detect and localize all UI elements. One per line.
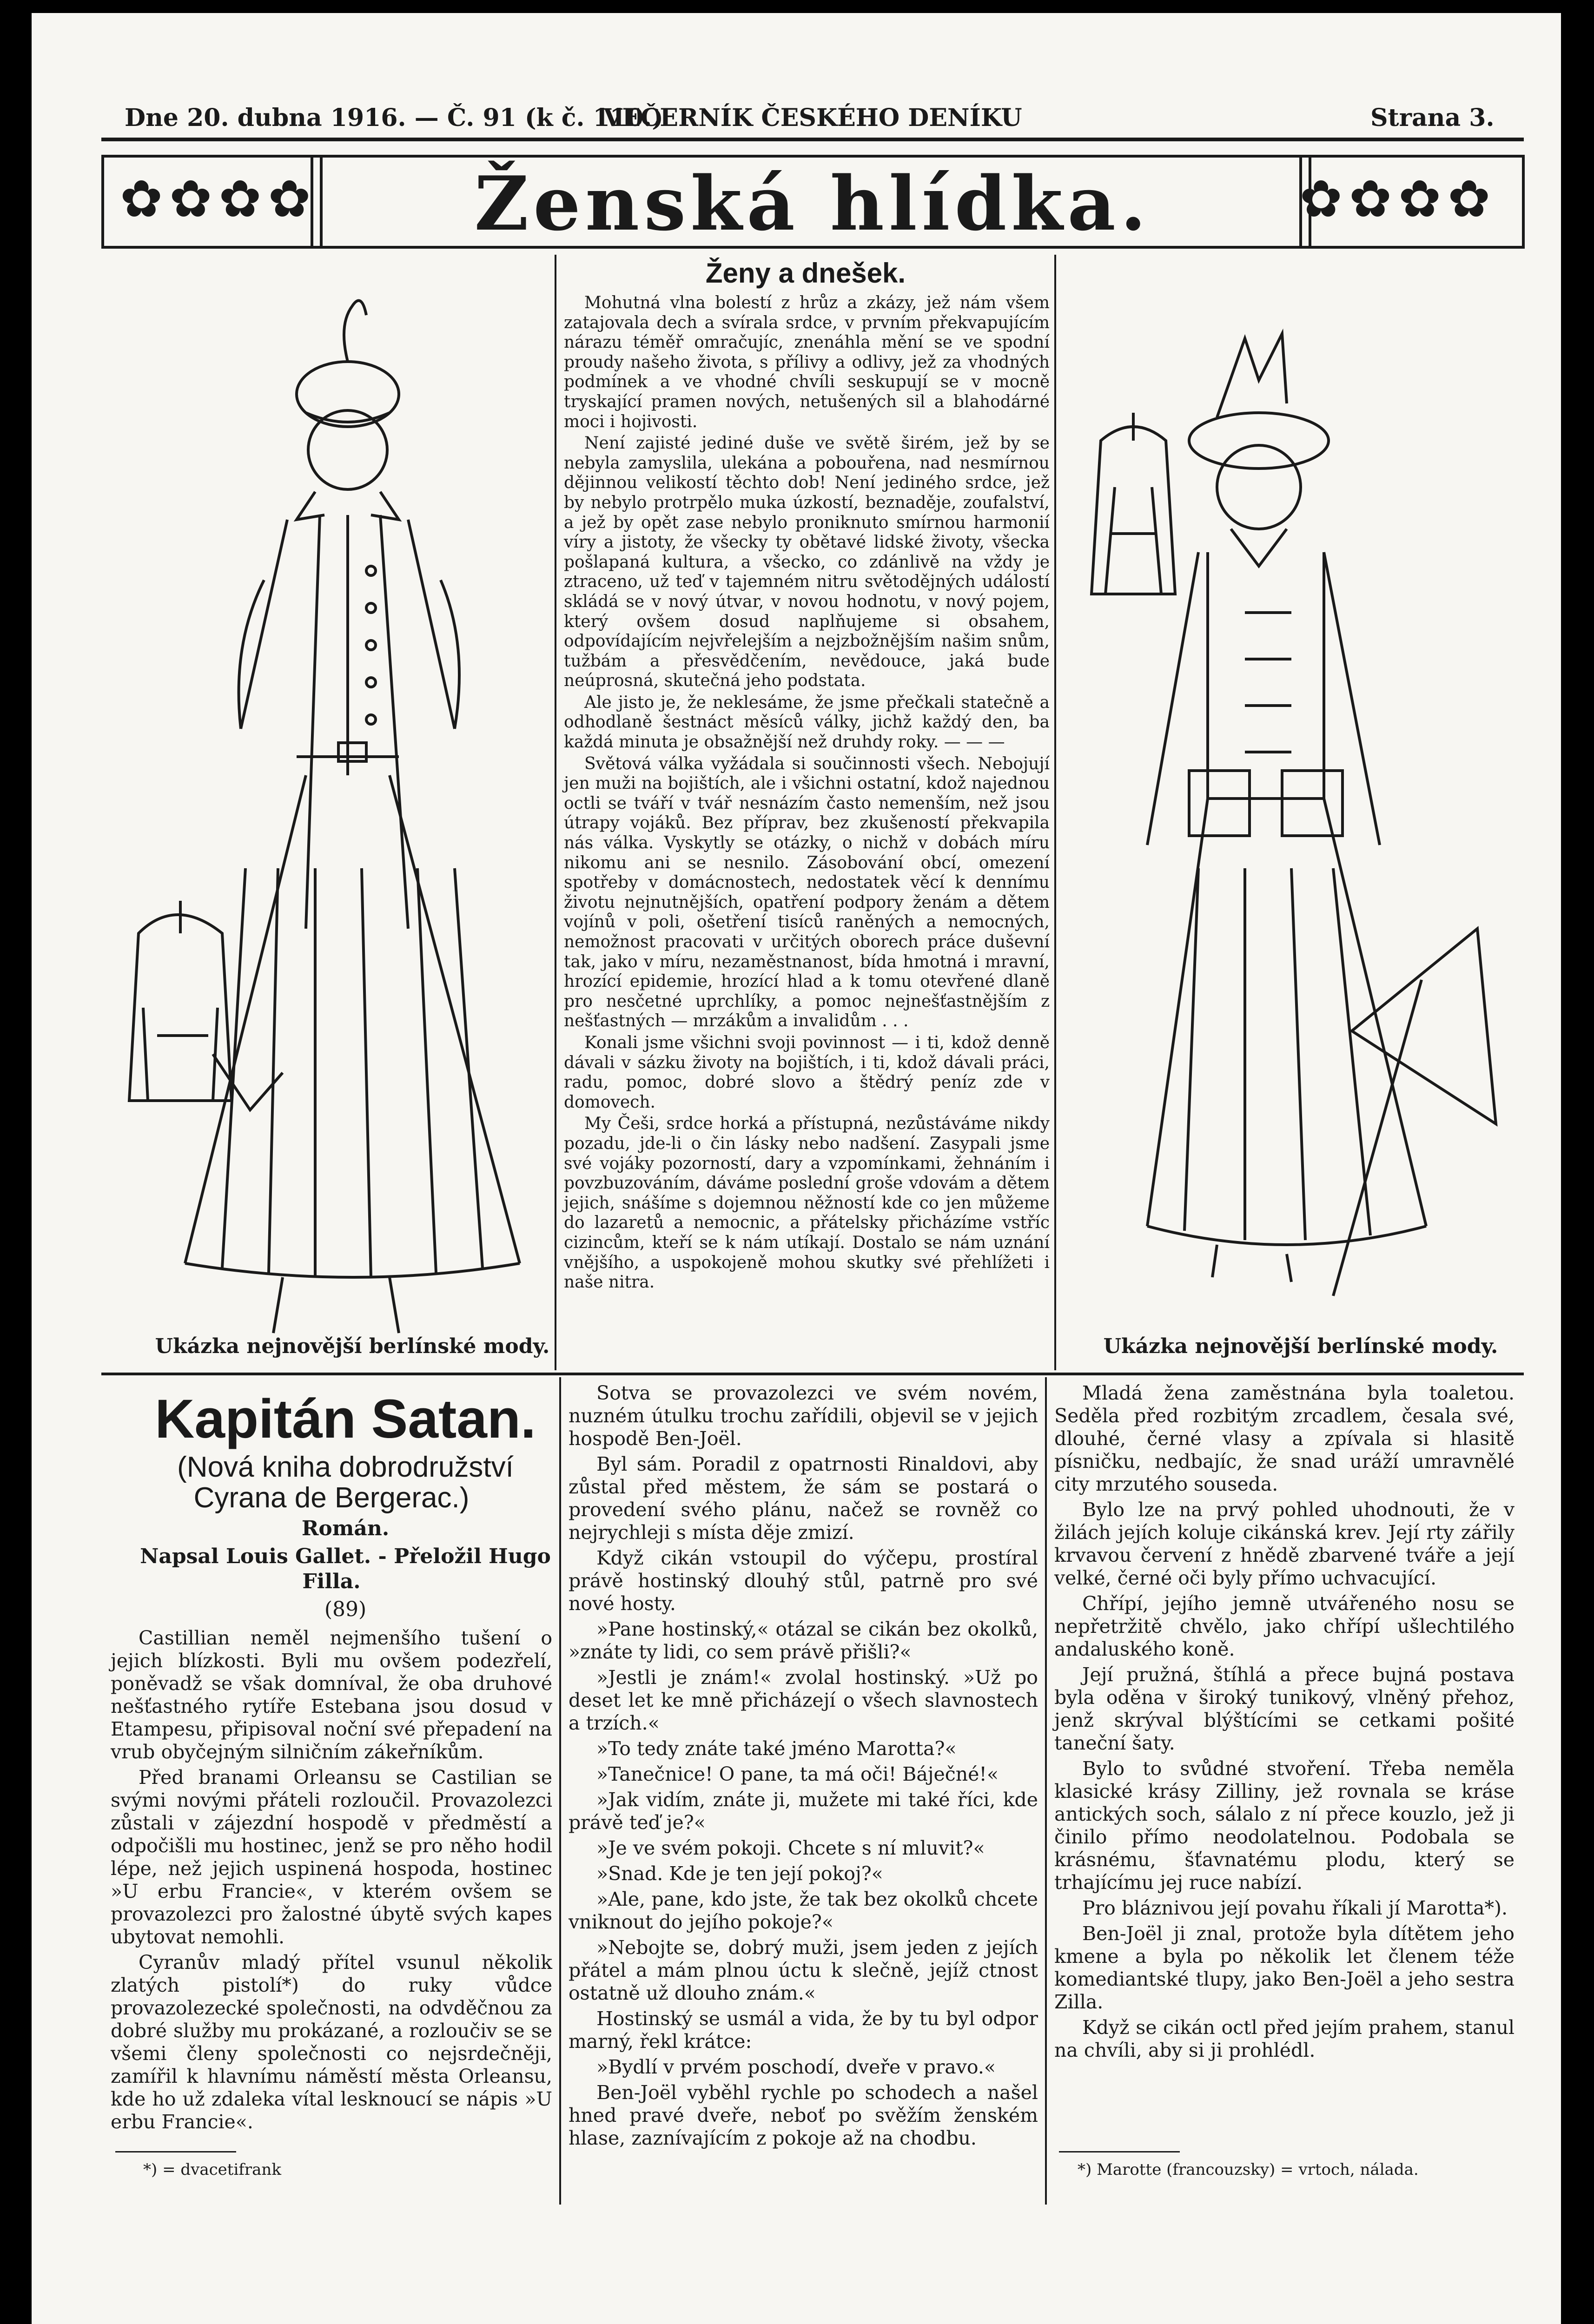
- serial-paragraph: Castillian neměl nejmenšího tušení o jejich blízkosti. Byli mu ovšem podezřelí, poněvadž se však domníval, že oba druhové nešťastného rytíře Estebana jsou dosud v Etampesu, připisoval noční své přepadení na vrub obyčejným silničním zákeřníkům.: [111, 1627, 552, 1763]
- flower-ornament-left: ✿✿✿✿: [120, 169, 317, 229]
- serial-paragraph: »Pane hostinský,« otázal se cikán bez okolků, »znáte ty lidi, co sem právě přišli?«: [569, 1618, 1038, 1663]
- serial-column-2: [569, 1382, 1038, 2152]
- paper-name: VEČERNÍK ČESKÉHO DENÍKU: [603, 104, 1022, 132]
- footnote-rule-1: [115, 2151, 236, 2152]
- serial-column-3: [1054, 1382, 1515, 2065]
- serial-paragraph: Hostinský se usmál a vida, že by tu byl odpor marný, řekl krátce:: [569, 2007, 1038, 2053]
- serial-paragraph: Ben-Joël vyběhl rychle po schodech a našel hned pravé dveře, neboť po svěžím ženském hlase, zaznívajícím z pokoje až na chodbu.: [569, 2081, 1038, 2149]
- serial-paragraph: Bylo lze na prvý pohled uhodnouti, že v žilách jejích koluje cikánská krev. Její rty zářily krvavou červení z hnědě zbarvené tváře a její velké, černé oči byly přímo uchvacující.: [1054, 1499, 1515, 1589]
- serial-paragraph: »Bydlí v prvém poschodí, dveře v pravo.«: [596, 2056, 996, 2078]
- issue-date: Dne 20. dubna 1916. — Č. 91 (k č. 110.): [125, 104, 663, 132]
- column-rule-lower-left: [559, 1377, 561, 2205]
- page-number: Strana 3.: [1370, 104, 1495, 132]
- feature-paragraph: Mohutná vlna bolestí z hrůz a zkázy, jež nám všem zatajovala dech a svírala srdce, v prvním překvapujícím nárazu téměř omračujíc, znenáhla mění se ve spodní proudy našeho života, s přílivy a odlivy, jež za vhodných podmínek a ve vhodné chvíli seskupují se v mocně tryskající pramen nových, netušených sil a blahodárné moci i hojivosti.: [564, 293, 1050, 431]
- left-illustration-caption: Ukázka nejnovější berlínské mody.: [155, 1334, 550, 1358]
- feature-paragraph: Není zajisté jediné duše ve světě širém, jež by se nebyla zamyslila, ulekána a pobouřena, nad nesmírnou dějinnou velikostí těchto dob! Není jediného srdce, jež by nebylo protrpělo muka úzkostí, beznaděje, zoufalství, a jež by opět zase nebylo proniknuto smírnou harmonií víry a jistoty, že všecky ty obětavé lidské životy, všecka pošlapaná kultura, a všecko, co zdánlivě na vždy je ztraceno, už teď v tajemném nitru světodějných událostí skládá se v nový útvar, v novou hodnotu, v nový pojem, který ovšem dosud naplňujeme si obsahem, odpovídajícím nejvřelejším a nejzbožnějším našim snům, tužbám a přesvědčením, nevědouce, jaká bude neúprosná, skutečná jeho podstata.: [564, 434, 1050, 691]
- feature-paragraph: Světová válka vyžádala si součinnosti všech. Nebojují jen muži na bojištích, ale i všichni ostatní, kdož najednou octli se tváří v tvář nesnázím často nemenším, než jsou útrapy vojáků. Bez příprav, bez zkušeností překvapila nás válka. Vyskytly se otázky, o nichž v dobách míru nikomu ani se nesnilo. Zásobování obcí, omezení spotřeby v domácnostech, nedostatek věcí k dennímu životu nejnutnějších, opatření podpory ženám a dětem vojínů v poli, ošetření tisíců raněných a nemocných, nemožnost pracovati v určitých oborech práce duševní tak, jako v míru, nezaměstnanost, bída hmotná i mravní, hrozící epidemie, hrozící hlad a k tomu otevřené dlaně pro nesčetné uprchlíky, a pomoc nejnešťastnějším z nešťastných — mrzákům a invalidům . . .: [564, 754, 1050, 1031]
- serial-paragraph: »Snad. Kde je ten její pokoj?«: [596, 1862, 883, 1885]
- footnote-3: *) Marotte (francouzsky) = vrtoch, nálada.: [1078, 2160, 1419, 2179]
- header-rule: [101, 138, 1524, 141]
- serial-paragraph: »Ale, pane, kdo jste, že tak bez okolků chcete vniknout do jejího pokoje?«: [569, 1888, 1038, 1933]
- newspaper-page: [32, 13, 1561, 2324]
- section-title: Ženská hlídka.: [474, 160, 1151, 247]
- right-illustration-caption: Ukázka nejnovější berlínské mody.: [1103, 1334, 1498, 1358]
- footnote-rule-3: [1059, 2151, 1180, 2152]
- serial-paragraph: Pro bláznivou její povahu říkali jí Marotta*).: [1082, 1897, 1508, 1919]
- serial-paragraph: Její pružná, štíhlá a přece bujná postava byla oděna v široký tunikový, vlněný přehoz, jenž skrýval blýštícími se cetkami pošité taneční šaty.: [1054, 1664, 1515, 1754]
- serial-paragraph: »Je ve svém pokoji. Chcete s ní mluvit?«: [596, 1837, 985, 1859]
- serial-paragraph: »Tanečnice! O pane, ta má oči! Báječné!«: [596, 1763, 999, 1785]
- serial-column-1: [111, 1389, 552, 2136]
- masthead-divider-left-2: [320, 155, 323, 248]
- column-rule-lower-right: [1045, 1377, 1047, 2205]
- feature-paragraph: Ale jisto je, že neklesáme, že jsme přečkali statečně a odhodlaně šestnáct měsíců války, jichž každý den, ba každá minuta je obsažnější než druhdy roky. — — —: [564, 693, 1050, 752]
- serial-paragraph: »Jak vidím, znáte ji, mužete mi také říci, kde právě teď je?«: [569, 1789, 1038, 1834]
- serial-paragraph: Ben-Joël ji znal, protože byla dítětem jeho kmene a byla po několik let členem téže komediantské tlupy, jako Ben-Joël a jeho sestra Zilla.: [1054, 1922, 1515, 2013]
- footnote-1: *) = dvacetifrank: [143, 2160, 281, 2179]
- serial-paragraph: »Jestli je znám!« zvolal hostinský. »Už po deset let ke mně přicházejí o všech slavnostech a trzích.«: [569, 1666, 1038, 1734]
- section-rule: [101, 1373, 1524, 1375]
- serial-installment: (89): [324, 1598, 367, 1621]
- serial-genre: Román.: [301, 1517, 390, 1540]
- serial-paragraph: Před branami Orleansu se Castilian se svými novými přáteli rozloučil. Provazolezci zůstali v zájezdní hospodě v předměstí a odpočišli mu hostinec, jenž se pro něho hodil lépe, než jejich uspinená hospoda, hostinec »U erbu Francie«, v kterém ovšem se provazolezci pro žalostné úbytě svých kapes ubytovat nemohli.: [111, 1766, 552, 1948]
- serial-byline: Napsal Louis Gallet. - Přeložil Hugo Filla.: [140, 1545, 551, 1593]
- serial-subtitle: (Nová kniha dobrodružství Cyrana de Bergerac.): [177, 1451, 514, 1514]
- feature-paragraph: Konali jsme všichni svoji povinnost — i ti, kdož denně dávali v sázku životy na bojištích, i ti, kdož dávali práci, radu, pomoc, dobré slovo a štědrý peníz zde v domovech.: [564, 1033, 1050, 1112]
- serial-paragraph: Cyranův mladý přítel vsunul několik zlatých pistolí*) do ruky vůdce provazolezecké společnosti, na odvděčnou za dobré služby mu prokázané, a rozloučiv se se všemi členy společnosti co nejsrdečněji, zamířil k hlavnímu náměstí města Orleansu, kde ho už zdaleka vítal lesknoucí se nápis »U erbu Francie«.: [111, 1951, 552, 2133]
- serial-paragraph: »To tedy znáte také jméno Marotta?«: [596, 1737, 957, 1760]
- serial-paragraph: Když se cikán octl před jejím prahem, stanul na chvíli, aby si ji prohlédl.: [1054, 2016, 1515, 2061]
- serial-paragraph: Mladá žena zaměstnána byla toaletou. Seděla před rozbitým zrcadlem, česala své, dlouhé, černé vlasy a zpívala si hlasitě písničku, nedbajíc, že snad uráží umravnělé city mrzutého souseda.: [1054, 1382, 1515, 1495]
- serial-paragraph: Bylo to svůdné stvoření. Třeba neměla klasické krásy Zilliny, jež rovnala se kráse antických soch, sálalo z ní přece kouzlo, jež ji činilo přímo neodolatelnou. Podobala se krásnému, šťavnatému plodu, který se trhajícímu jej ruce nabízí.: [1054, 1757, 1515, 1894]
- serial-paragraph: Sotva se provazolezci ve svém novém, nuzném útulku trochu zařídili, objevil se v jejich hospodě Ben-Joël.: [569, 1382, 1038, 1450]
- flower-ornament-right: ✿✿✿✿: [1299, 169, 1497, 229]
- serial-title: Kapitán Satan.: [155, 1388, 536, 1450]
- feature-paragraph: My Češi, srdce horká a přístupná, nezůstáváme nikdy pozadu, jde-li o čin lásky nebo nadšení. Zasypali jsme své vojáky pozorností, dary a vzpomínkami, žehnáním i povzbuzováním, dáváme poslední groše vdovám a dětem jejich, snášíme s dojemnou něžností kde co jen můžeme do lazaretů a nemocnic, a přátelsky přicházíme vstříc cizincům, kteří se k nám utíkají. Dostalo se nám uznání vnějšího, a uspokojeně mohou skutky své přehlížeti i naše nitra.: [564, 1114, 1050, 1292]
- serial-paragraph: »Nebojte se, dobrý muži, jsem jeden z jejích přátel a mám plnou úctu k slečně, jejíž ctnost ostatně už dlouho znám.«: [569, 1936, 1038, 2004]
- serial-paragraph: Když cikán vstoupil do výčepu, prostíral právě hostinský dlouhý stůl, patrně pro své nové hosty.: [569, 1547, 1038, 1615]
- fashion-illustration-right: [1091, 334, 1510, 1301]
- feature-body: [564, 293, 1050, 1294]
- serial-paragraph: Byl sám. Poradil z opatrnosti Rinaldovi, aby zůstal před městem, že sám se postará o provedení svého plánu, načež se rovněž co nejrychleji s místa děje zmizí.: [569, 1453, 1038, 1544]
- feature-title: Ženy a dnešek.: [705, 257, 906, 289]
- fashion-illustration-left: [129, 310, 538, 1301]
- serial-paragraph: Chřípí, jejího jemně utvářeného nosu se nepřetržitě chvělo, jako chřípí ušlechtilého andaluského koně.: [1054, 1592, 1515, 1660]
- column-rule-right: [1054, 255, 1056, 1370]
- column-rule-left: [555, 255, 556, 1370]
